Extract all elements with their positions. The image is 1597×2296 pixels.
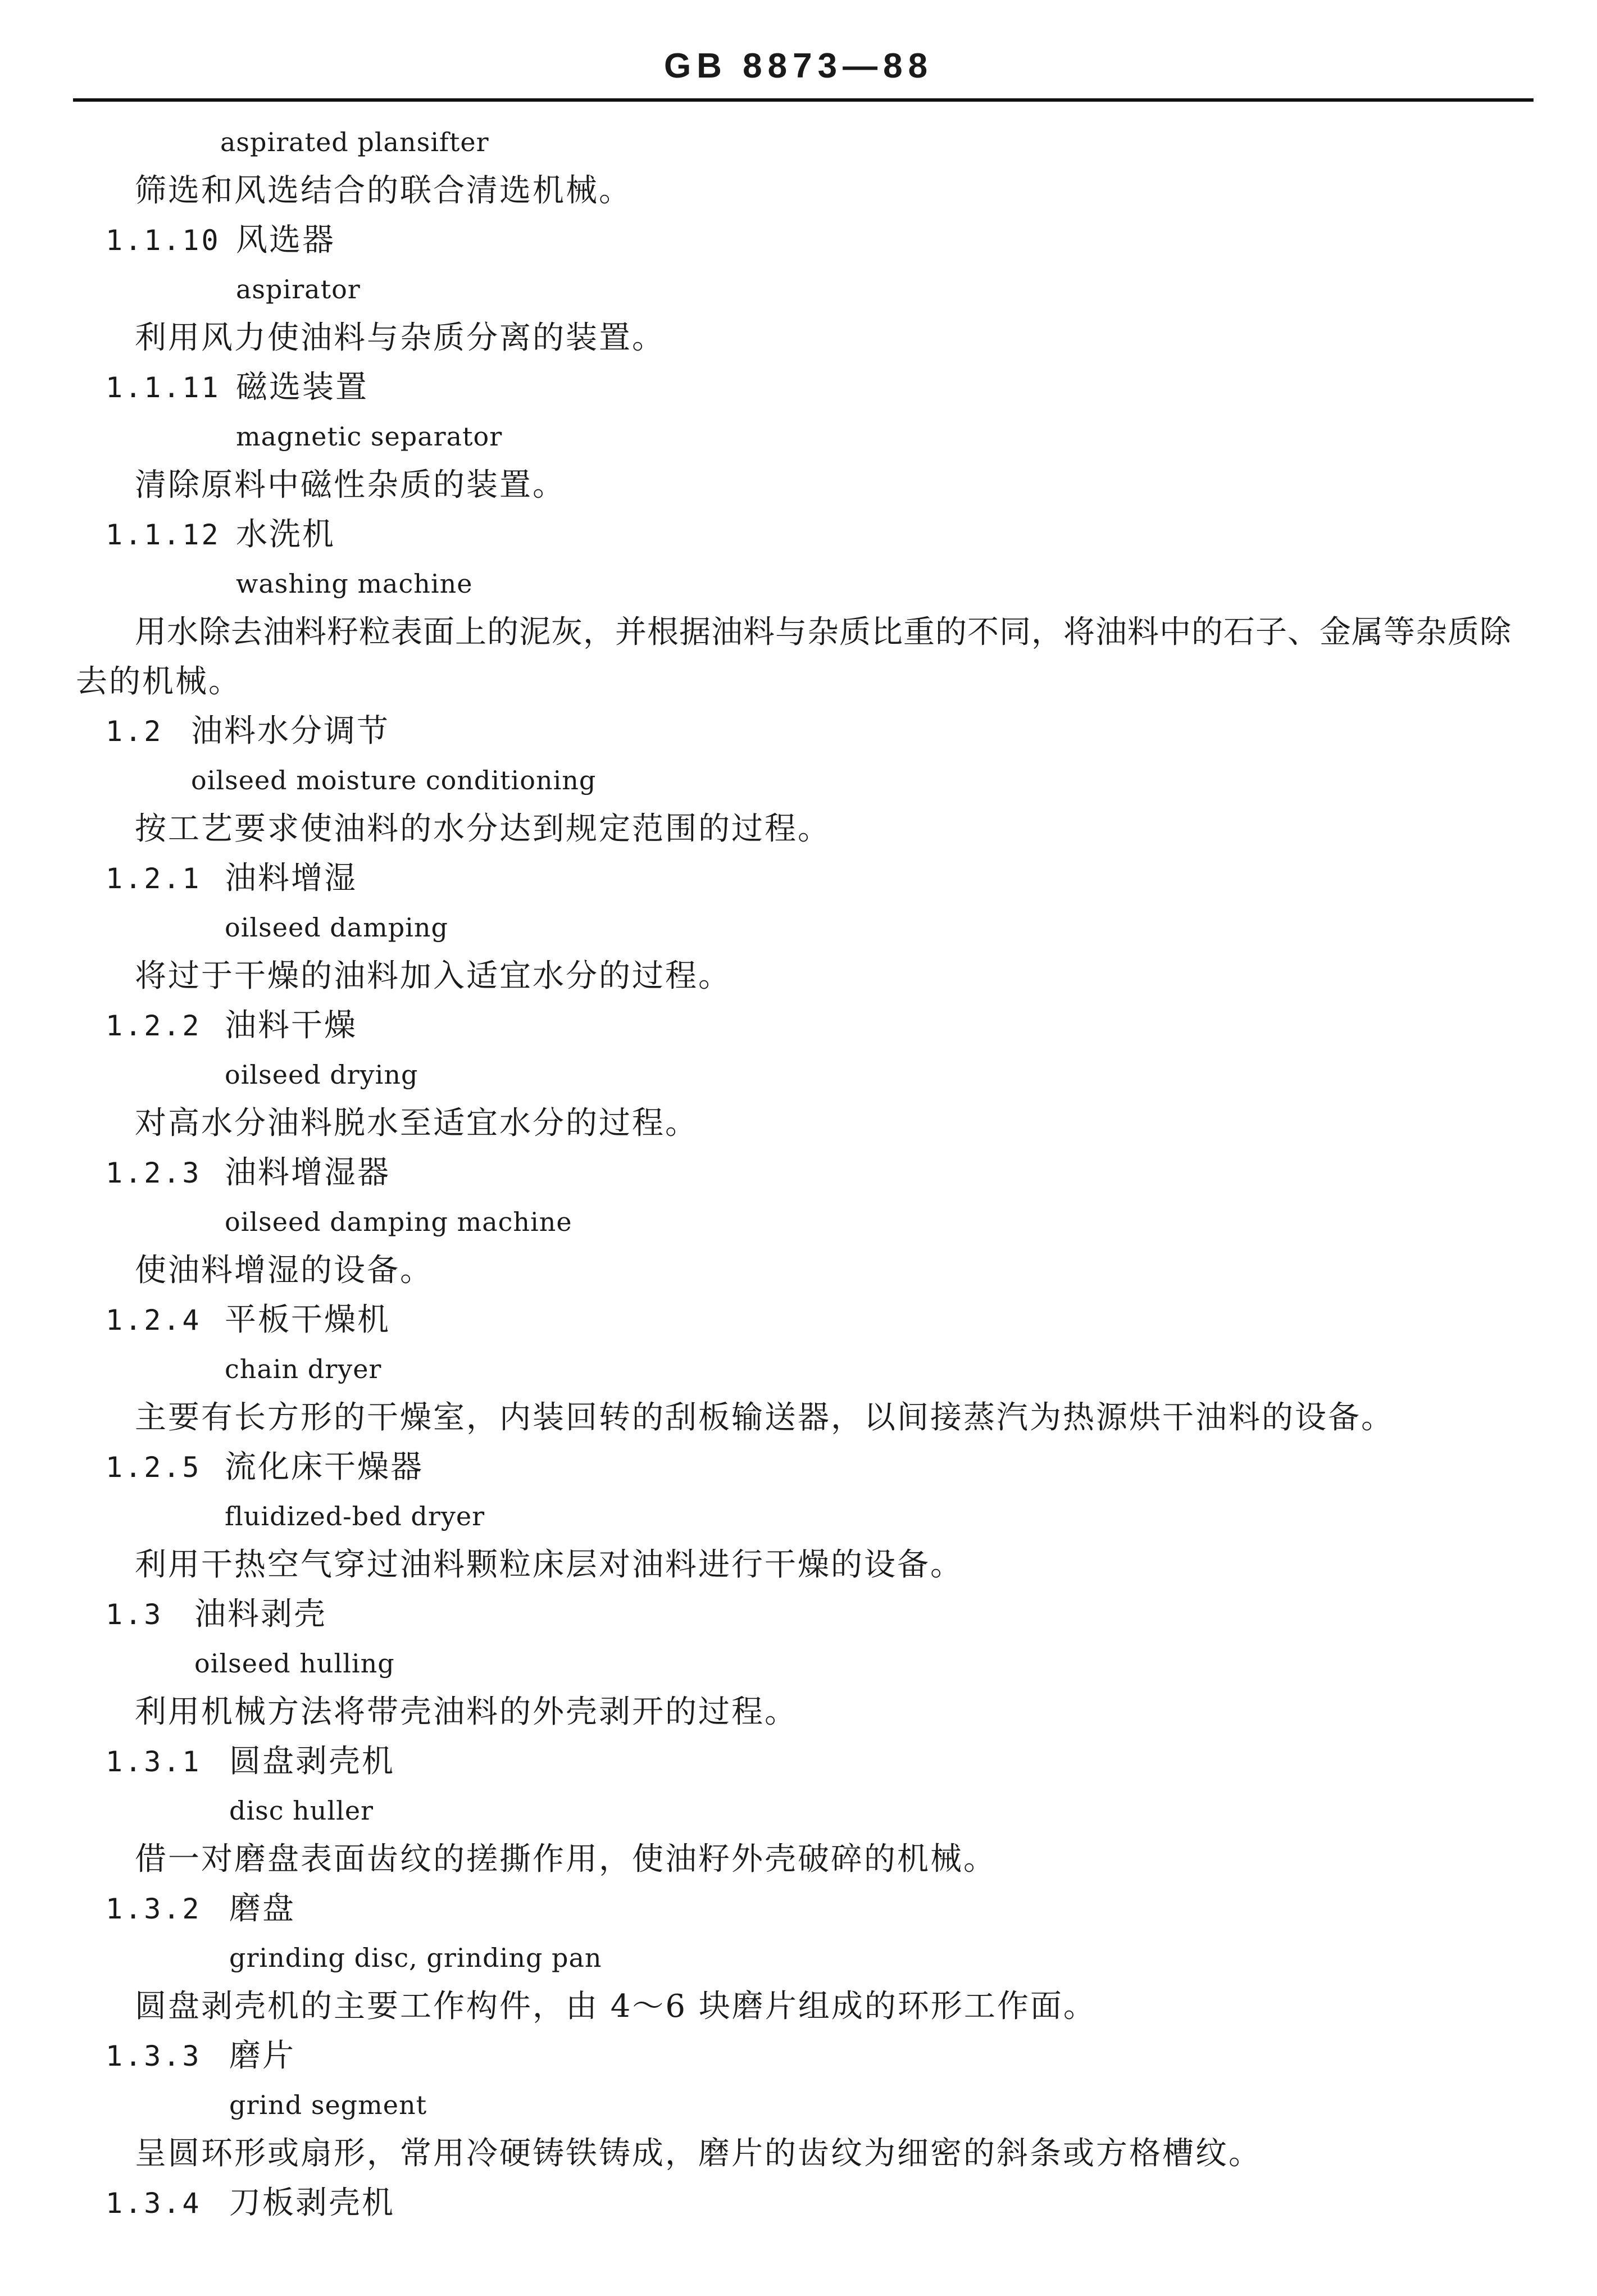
term-number: 1.3.1 <box>106 1745 202 1778</box>
term-english: oilseed hulling <box>194 1648 395 1679</box>
term-heading-row <box>0 1148 1597 1198</box>
term-heading-row <box>0 1590 1597 1639</box>
term-definition: 呈圆环形或扇形，常用冷硬铸铁铸成，磨片的齿纹为细密的斜条或方格槽纹。 <box>135 2135 1262 2172</box>
term-english: fluidized-bed dryer <box>225 1501 485 1531</box>
term-definition: 对高水分油料脱水至适宜水分的过程。 <box>135 1105 698 1142</box>
term-definition: 利用风力使油料与杂质分离的装置。 <box>135 320 665 356</box>
term-number: 1.2.4 <box>106 1304 202 1336</box>
term-number: 1.2.1 <box>106 862 202 895</box>
term-number: 1.3 <box>106 1598 163 1631</box>
term-english: aspirated plansifter <box>220 127 489 157</box>
term-english: oilseed drying <box>225 1060 418 1090</box>
term-english: oilseed damping <box>225 912 448 943</box>
term-english: disc huller <box>229 1795 374 1826</box>
term-chinese: 油料增湿器 <box>225 1154 390 1191</box>
term-heading-row <box>0 2031 1597 2081</box>
term-english: magnetic separator <box>236 421 503 452</box>
term-english: oilseed moisture conditioning <box>191 765 597 795</box>
term-heading-row <box>0 510 1597 560</box>
term-definition-row <box>0 166 1597 216</box>
term-heading-row <box>0 707 1597 756</box>
term-definition: 利用干热空气穿过油料颗粒床层对油料进行干燥的设备。 <box>135 1547 963 1583</box>
term-chinese: 流化床干燥器 <box>225 1449 424 1485</box>
term-chinese: 磨盘 <box>229 1890 295 1927</box>
term-heading-row <box>0 1001 1597 1051</box>
term-chinese: 磁选装置 <box>236 369 368 406</box>
term-number: 1.3.2 <box>106 1893 202 1925</box>
term-chinese: 风选器 <box>236 222 335 258</box>
term-definition: 筛选和风选结合的联合清选机械。 <box>135 172 632 209</box>
document-body <box>0 118 1597 2228</box>
term-heading-row <box>0 1295 1597 1345</box>
term-heading-row <box>0 1884 1597 1934</box>
header-rule <box>73 98 1534 102</box>
term-english: grind segment <box>229 2090 427 2120</box>
term-chinese: 圆盘剥壳机 <box>229 1743 395 1780</box>
term-definition: 清除原料中磁性杂质的装置。 <box>135 467 566 503</box>
term-number: 1.3.4 <box>106 2187 202 2220</box>
term-number: 1.1.11 <box>106 371 221 404</box>
term-number: 1.2.3 <box>106 1157 202 1189</box>
term-definition-continued: 去的机械。 <box>76 663 242 700</box>
term-english: grinding disc, grinding pan <box>229 1943 602 1973</box>
term-english-row <box>0 118 1597 166</box>
term-chinese: 磨片 <box>229 2038 295 2074</box>
term-chinese: 油料剥壳 <box>194 1596 327 1633</box>
term-definition: 用水除去油料籽粒表面上的泥灰，并根据油料与杂质比重的不同，将油料中的石子、金属等杂质除 <box>135 614 1512 651</box>
term-definition: 使油料增湿的设备。 <box>135 1252 433 1289</box>
term-number: 1.2.5 <box>106 1451 202 1484</box>
term-heading-row <box>0 216 1597 265</box>
term-definition: 利用机械方法将带壳油料的外壳剥开的过程。 <box>135 1694 798 1730</box>
term-chinese: 油料干燥 <box>225 1007 357 1044</box>
term-english: chain dryer <box>225 1354 382 1384</box>
term-chinese: 刀板剥壳机 <box>229 2185 395 2221</box>
term-english: aspirator <box>236 274 361 304</box>
term-chinese: 平板干燥机 <box>225 1302 390 1338</box>
term-heading-row <box>0 2179 1597 2228</box>
term-definition: 按工艺要求使油料的水分达到规定范围的过程。 <box>135 811 831 847</box>
term-number: 1.2 <box>106 715 163 748</box>
term-number: 1.2.2 <box>106 1010 202 1042</box>
term-definition: 借一对磨盘表面齿纹的搓撕作用，使油籽外壳破碎的机械。 <box>135 1841 997 1877</box>
term-number: 1.1.12 <box>106 519 221 551</box>
term-number: 1.3.3 <box>106 2040 202 2072</box>
term-heading-row <box>0 854 1597 903</box>
term-chinese: 油料水分调节 <box>191 713 390 749</box>
term-definition: 将过于干燥的油料加入适宜水分的过程。 <box>135 958 731 994</box>
term-english: oilseed damping machine <box>225 1207 572 1237</box>
page-header-standard-code: GB 8873—88 <box>663 47 934 85</box>
term-chinese: 油料增湿 <box>225 860 357 897</box>
term-heading-row <box>0 1737 1597 1786</box>
term-definition: 主要有长方形的干燥室，内装回转的刮板输送器，以间接蒸汽为热源烘干油料的设备。 <box>135 1399 1394 1436</box>
term-heading-row <box>0 363 1597 412</box>
term-number: 1.1.10 <box>106 224 221 257</box>
term-english: washing machine <box>236 569 473 599</box>
term-definition: 圆盘剥壳机的主要工作构件，由 4～6 块磨片组成的环形工作面。 <box>135 1988 1096 2025</box>
term-heading-row <box>0 1443 1597 1492</box>
term-chinese: 水洗机 <box>236 516 335 553</box>
